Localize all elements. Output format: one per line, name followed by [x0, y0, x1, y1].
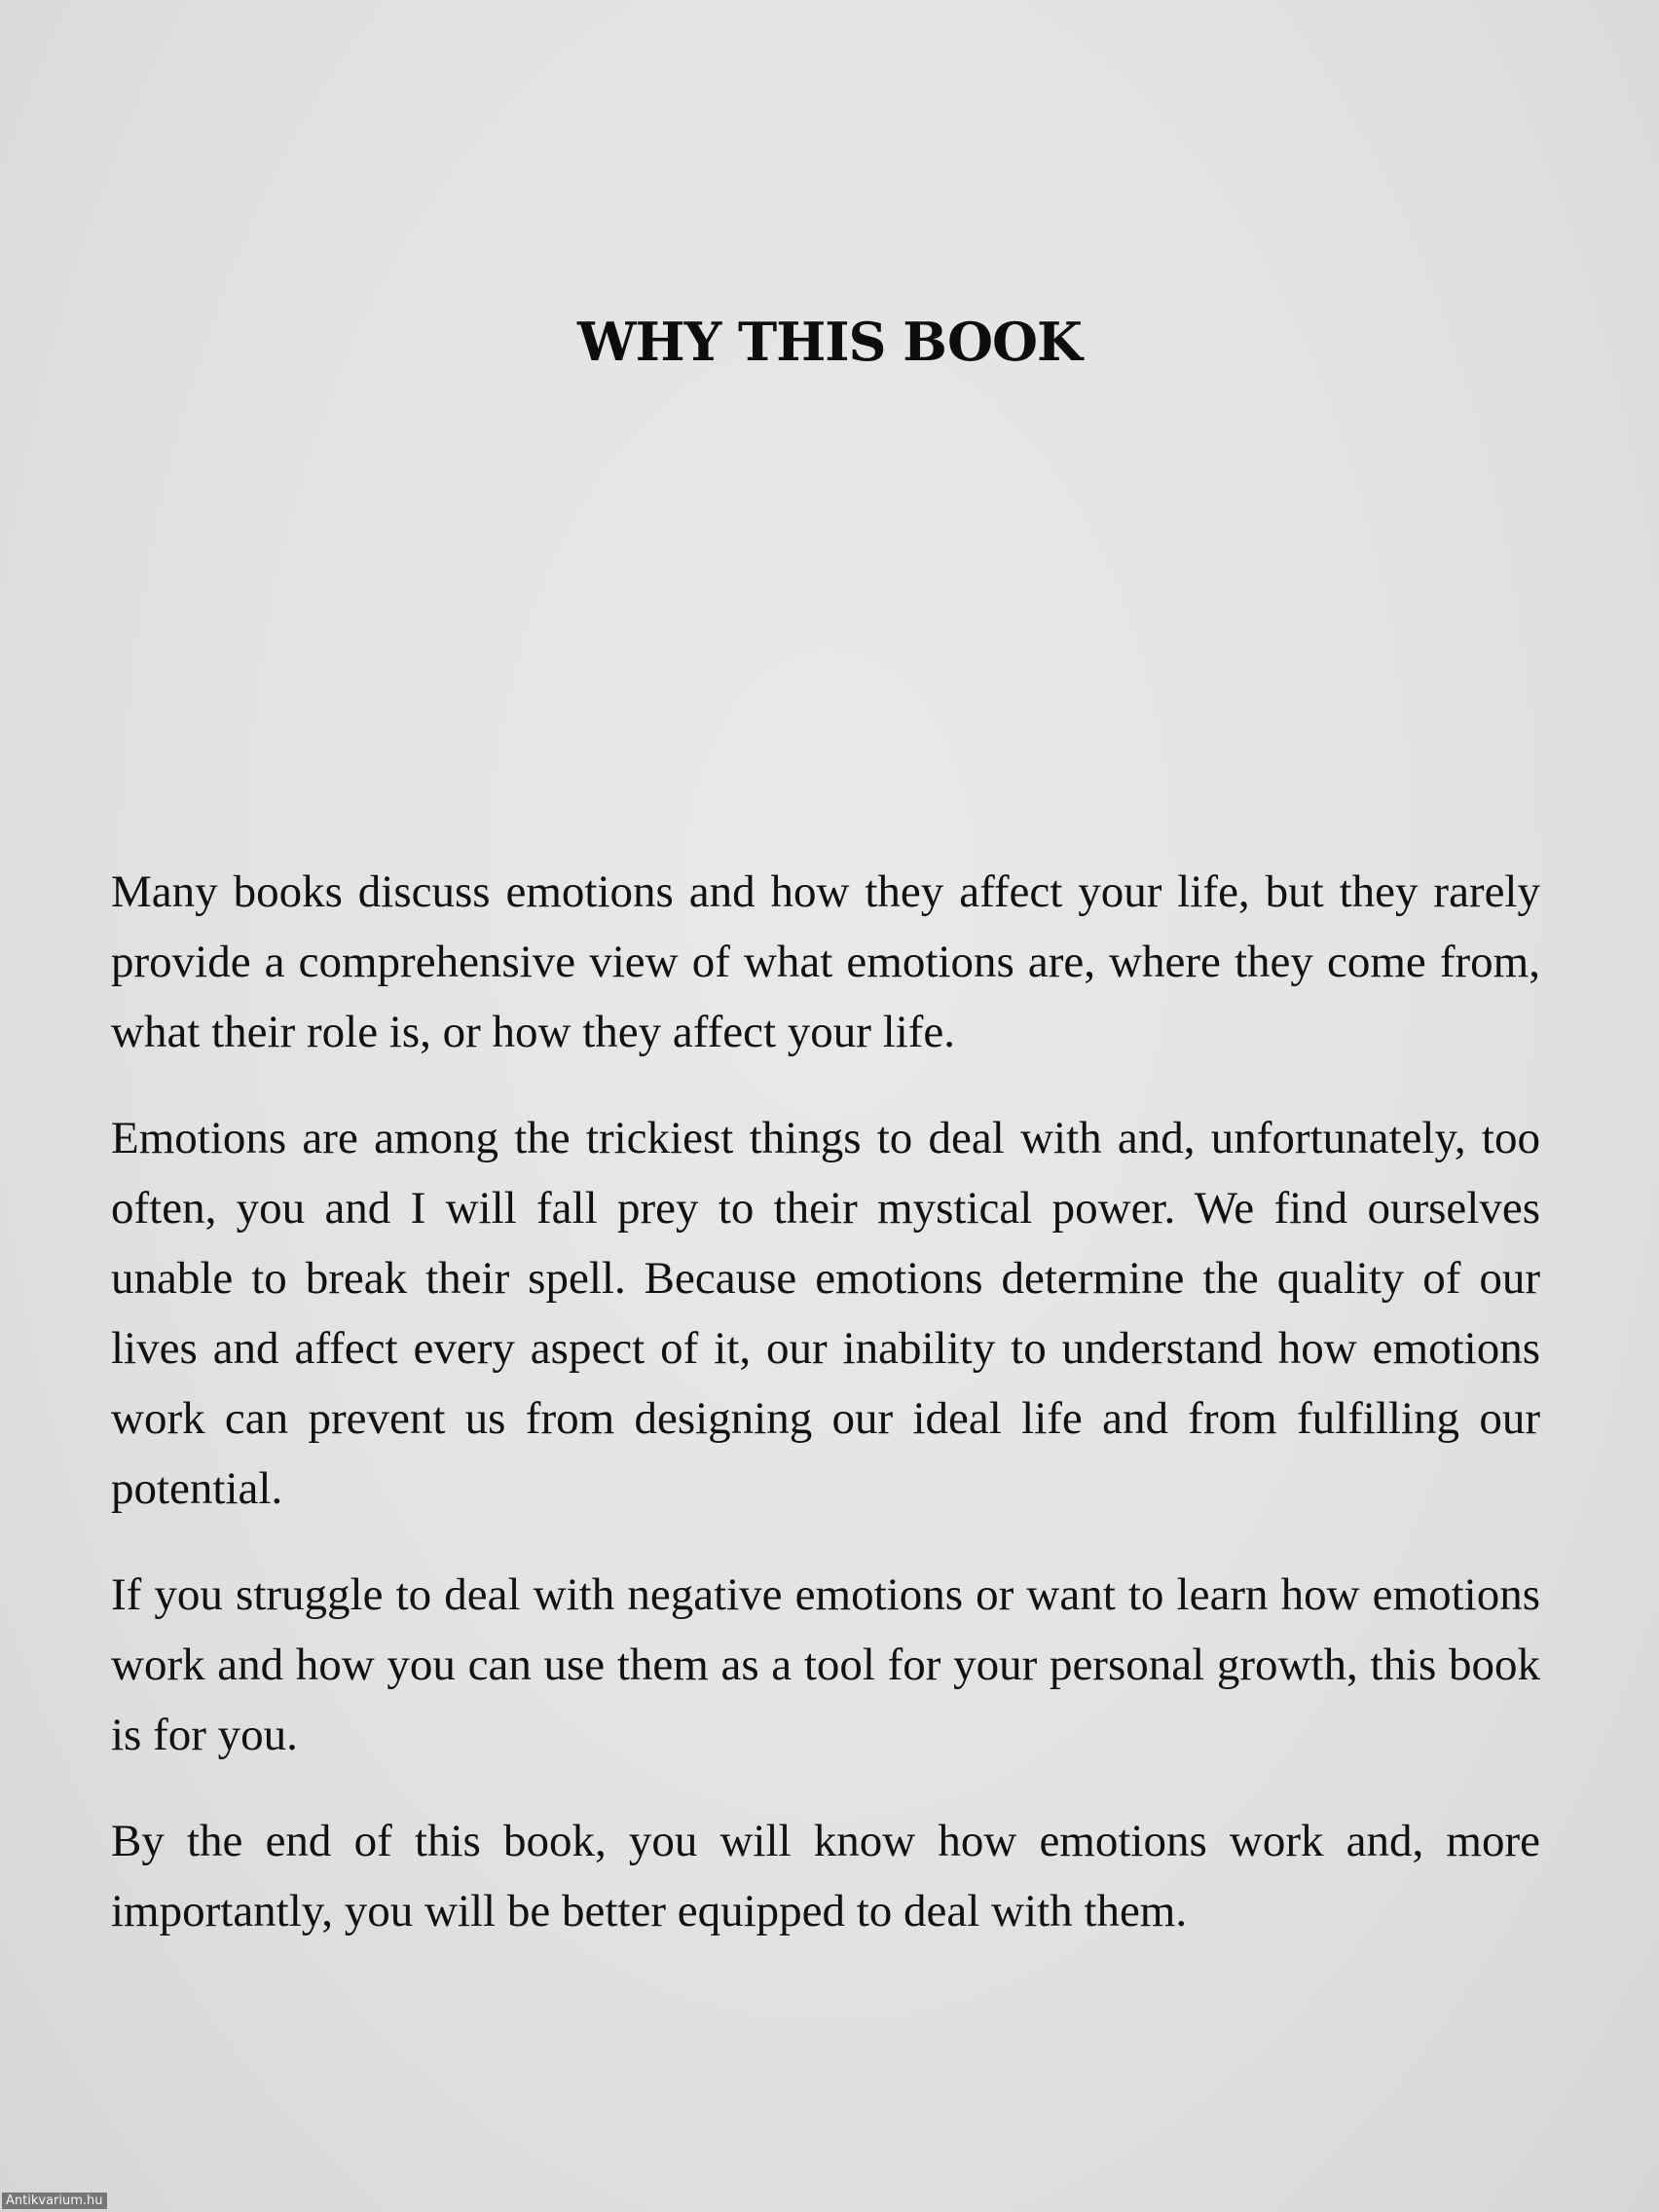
paragraph-4: By the end of this book, you will know how emotions work and, more importantly, you will be better equipped to deal with them.: [111, 1816, 1540, 1936]
paragraph-2: Emotions are among the trickiest things to deal with and, unfortunately, too often, you and I will fall prey to their mystical power. We find ourselves unable to break their spell. Because emotions determine the quality of our lives and affect every aspect of it, our inability to understand how emotions work can prevent us from designing our ideal life and from fulfilling our potential.: [111, 1113, 1540, 1514]
watermark-label: Antikvarium.hu: [2, 2193, 107, 2209]
page-title: WHY THIS BOOK: [577, 311, 1082, 373]
paragraph-3: If you struggle to deal with negative emotions or want to learn how emotions work and how you can use them as a tool for your personal growth, this book is for you.: [111, 1569, 1540, 1760]
paragraph-1: Many books discuss emotions and how they affect your life, but they rarely provide a comprehensive view of what emotions are, where they come from, what their role is, or how they affect your life.: [111, 866, 1540, 1057]
page-body: [111, 857, 1540, 1982]
